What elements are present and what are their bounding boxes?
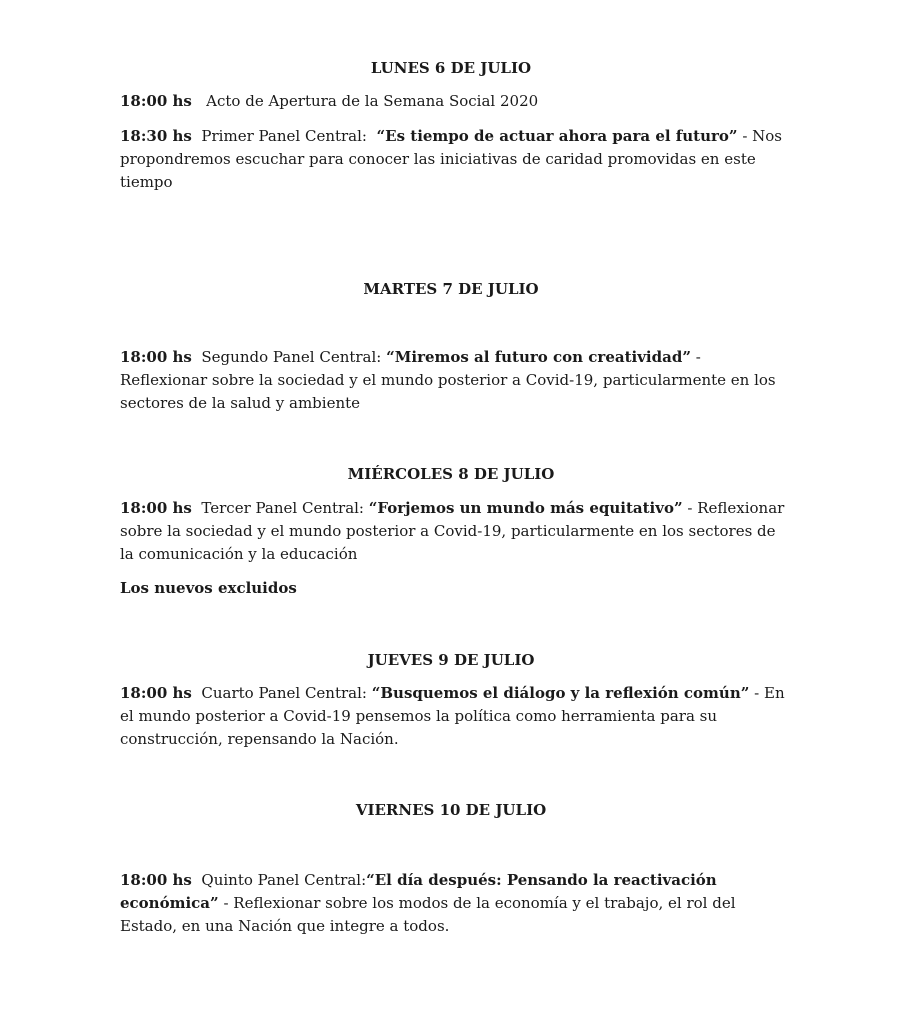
- day-heading-lunes: LUNES 6 DE JULIO: [370, 59, 532, 77]
- entry-panel: Segundo Panel Central:: [201, 348, 382, 366]
- entry-time: 18:00 hs: [120, 684, 192, 702]
- entry-panel: Acto de Apertura de la Semana Social 2020: [206, 92, 539, 110]
- entry-panel: Primer Panel Central:: [201, 127, 367, 145]
- schedule-entry: [120, 346, 790, 415]
- entry-title: “Miremos al futuro con creatividad”: [386, 348, 691, 366]
- entry-title: “Busquemos el diálogo y la reflexión común”: [371, 684, 750, 702]
- schedule-entry: [120, 125, 790, 194]
- entry-time: 18:00 hs: [120, 499, 192, 517]
- entry-panel: Tercer Panel Central:: [201, 499, 364, 517]
- day-heading-viernes: VIERNES 10 DE JULIO: [355, 801, 547, 819]
- schedule-entry: [120, 869, 790, 938]
- entry-time: 18:00 hs: [120, 871, 192, 889]
- entry-time: 18:00 hs: [120, 348, 192, 366]
- entry-description: - Reflexionar sobre la sociedad y el mundo posterior a Covid-19, particularmente en los sectores de la salud y ambiente: [120, 348, 776, 412]
- day-heading-miercoles: MIÉRCOLES 8 DE JULIO: [347, 465, 555, 483]
- schedule-entry: [120, 682, 790, 751]
- schedule-entry: [120, 90, 790, 113]
- entry-title: “Forjemos un mundo más equitativo”: [368, 499, 683, 517]
- entry-description: - Reflexionar sobre los modos de la economía y el trabajo, el rol del Estado, en una Nación que integre a todos.: [120, 894, 736, 935]
- day-heading-martes: MARTES 7 DE JULIO: [363, 280, 539, 298]
- entry-panel: Cuarto Panel Central:: [201, 684, 367, 702]
- note-text: Los nuevos excluidos: [120, 579, 297, 597]
- schedule-entry: [120, 497, 790, 566]
- entry-time: 18:00 hs: [120, 92, 192, 110]
- entry-time: 18:30 hs: [120, 127, 192, 145]
- entry-panel: Quinto Panel Central:: [201, 871, 367, 889]
- entry-description: - En el mundo posterior a Covid-19 pensemos la política como herramienta para su construcción, repensando la Nación.: [120, 684, 785, 748]
- entry-title: “Es tiempo de actuar ahora para el futuro”: [376, 127, 738, 145]
- entry-description: - Reflexionar sobre la sociedad y el mundo posterior a Covid-19, particularmente en los sectores de la comunicación y la educación: [120, 499, 785, 563]
- entry-title: “El día después: Pensando la reactivación económica”: [120, 871, 717, 912]
- entry-description: - Nos propondremos escuchar para conocer las iniciativas de caridad promovidas en este tiempo: [120, 127, 783, 191]
- day-heading-jueves: JUEVES 9 DE JULIO: [367, 651, 535, 669]
